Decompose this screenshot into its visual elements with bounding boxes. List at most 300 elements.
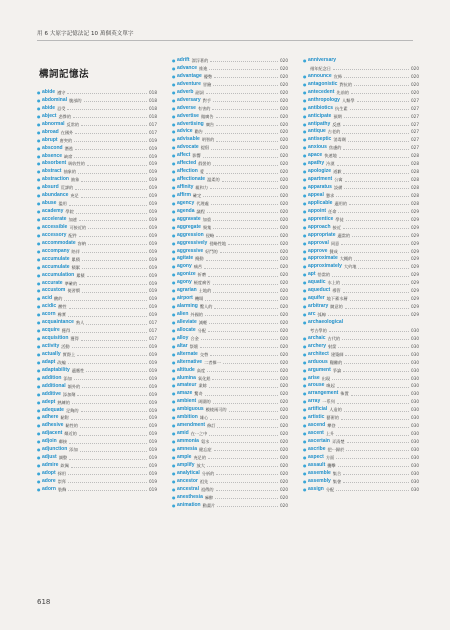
index-entry bbox=[172, 160, 288, 168]
index-entry bbox=[303, 486, 419, 494]
entry-page: 020 bbox=[280, 367, 288, 373]
entry-page: 019 bbox=[149, 177, 157, 183]
leader-dots bbox=[68, 316, 147, 317]
leader-dots bbox=[216, 141, 278, 142]
entry-word: ambiguous bbox=[177, 406, 204, 413]
entry-page: 019 bbox=[149, 312, 157, 318]
bullet-icon: ● bbox=[37, 137, 41, 143]
entry-page: 020 bbox=[280, 391, 288, 397]
entry-page: 030 bbox=[411, 391, 419, 397]
entry-page: 017 bbox=[149, 129, 157, 135]
bullet-icon: ● bbox=[303, 185, 307, 190]
entry-meaning: 氧化鋁 bbox=[197, 375, 211, 381]
entry-word: amid bbox=[177, 430, 189, 437]
entry-meaning: 任命 bbox=[328, 208, 337, 214]
bullet-icon: ● bbox=[303, 113, 307, 119]
index-entry bbox=[37, 414, 157, 422]
bullet-icon: ● bbox=[303, 153, 307, 159]
index-entry bbox=[172, 406, 288, 414]
entry-meaning: 陪伴 bbox=[71, 248, 80, 254]
entry-page: 019 bbox=[149, 431, 157, 437]
entry-page: 019 bbox=[149, 145, 157, 151]
entry-word: arouse bbox=[308, 382, 325, 389]
entry-meaning: 好鬥的 bbox=[205, 248, 218, 254]
entry-page: 027 bbox=[411, 105, 419, 111]
bullet-icon: ● bbox=[303, 375, 307, 381]
entry-word: antecedent bbox=[308, 88, 335, 95]
entry-word: actually bbox=[42, 350, 61, 357]
entry-meaning: 在⋯之中 bbox=[190, 431, 208, 437]
entry-word: alleviate bbox=[177, 318, 197, 325]
index-entry bbox=[37, 224, 157, 232]
entry-word: accumulate bbox=[42, 255, 70, 262]
index-entry bbox=[172, 200, 288, 208]
entry-word: ascend bbox=[308, 422, 326, 429]
index-entry bbox=[172, 335, 288, 343]
index-entry bbox=[172, 494, 288, 502]
entry-page: 019 bbox=[149, 407, 157, 413]
entry-page: 019 bbox=[149, 240, 157, 246]
entry-page: 020 bbox=[280, 65, 288, 71]
leader-dots bbox=[222, 181, 278, 182]
leader-dots bbox=[68, 490, 147, 491]
entry-meaning: 恰當的 bbox=[317, 272, 331, 278]
entry-meaning: 抽象的 bbox=[63, 169, 77, 175]
entry-page: 020 bbox=[280, 415, 288, 421]
index-entry bbox=[37, 383, 157, 391]
leader-dots bbox=[343, 371, 409, 372]
entry-word: anesthesia bbox=[177, 493, 203, 500]
index-entry bbox=[37, 280, 157, 288]
entry-meaning: 預期 bbox=[333, 113, 342, 119]
entry-meaning: 設備 bbox=[333, 185, 343, 190]
entry-word: advance bbox=[177, 64, 198, 71]
entry-list-3 bbox=[303, 57, 419, 494]
entry-word: accessory bbox=[42, 231, 67, 238]
entry-page: 020 bbox=[280, 502, 288, 508]
entry-page: 019 bbox=[149, 391, 157, 397]
entry-page: 020 bbox=[280, 494, 288, 500]
entry-word: antiseptic bbox=[308, 136, 332, 143]
entry-page: 020 bbox=[280, 185, 288, 190]
entry-meaning: 考古學的 bbox=[310, 327, 327, 333]
leader-dots bbox=[212, 379, 278, 380]
entry-word: archaic bbox=[308, 334, 326, 341]
leader-dots bbox=[345, 308, 409, 309]
leader-dots bbox=[338, 212, 409, 213]
index-entry bbox=[172, 430, 288, 438]
entry-meaning: 提倡 bbox=[200, 145, 210, 151]
entry-meaning: 推進 bbox=[199, 65, 208, 71]
entry-word: adverb bbox=[177, 88, 194, 95]
entry-word: acidic bbox=[42, 303, 57, 310]
entry-word: appoint bbox=[308, 207, 327, 214]
entry-page: 020 bbox=[280, 486, 288, 492]
bullet-icon: ● bbox=[303, 240, 307, 246]
entry-meaning: 侵略性地 bbox=[209, 240, 227, 246]
entry-word: adhere bbox=[42, 414, 59, 421]
bullet-icon: ● bbox=[172, 335, 176, 341]
entry-meaning: 悲慘的 bbox=[58, 113, 72, 119]
bullet-icon: ● bbox=[172, 454, 176, 460]
entry-meaning: 上升 bbox=[325, 431, 335, 437]
index-entry bbox=[172, 144, 288, 152]
entry-page: 029 bbox=[411, 312, 419, 317]
entry-word: archaeological bbox=[308, 318, 344, 325]
index-entry bbox=[172, 462, 288, 470]
leader-dots bbox=[74, 141, 147, 142]
entry-page: 020 bbox=[280, 288, 288, 294]
entry-meaning: 欽佩 bbox=[60, 463, 69, 469]
entry-page: 029 bbox=[411, 288, 419, 294]
entry-word: altar bbox=[177, 342, 188, 349]
leader-dots bbox=[329, 331, 409, 332]
entry-word: artistic bbox=[308, 414, 325, 421]
entry-page: 020 bbox=[280, 161, 288, 167]
leader-dots bbox=[75, 133, 147, 134]
entry-word: accommodate bbox=[42, 239, 76, 246]
entry-word: adorn bbox=[42, 485, 56, 492]
entry-meaning: 人造的 bbox=[329, 407, 342, 413]
entry-word: analytical bbox=[177, 469, 200, 476]
entry-word: aquatic bbox=[308, 279, 326, 286]
bullet-icon: ● bbox=[303, 272, 307, 278]
leader-dots bbox=[84, 101, 147, 102]
entry-word: adjunction bbox=[42, 446, 68, 453]
entry-word: abide bbox=[42, 89, 56, 95]
index-entry bbox=[303, 303, 419, 311]
index-entry bbox=[303, 152, 419, 160]
index-entry bbox=[172, 367, 288, 375]
index-entry bbox=[303, 128, 419, 136]
index-entry bbox=[172, 327, 288, 335]
index-entry bbox=[303, 232, 419, 240]
leader-dots bbox=[80, 427, 147, 428]
bullet-icon: ● bbox=[303, 169, 307, 175]
entry-meaning: 改編 bbox=[57, 359, 66, 365]
bullet-icon: ● bbox=[172, 391, 176, 397]
entry-page: 029 bbox=[411, 240, 419, 246]
index-column-1 bbox=[37, 57, 157, 494]
entry-word: ascertain bbox=[308, 438, 330, 444]
entry-page: 028 bbox=[411, 161, 419, 167]
bullet-icon: ● bbox=[303, 208, 307, 214]
entry-word: adjoin bbox=[42, 438, 57, 445]
index-entry bbox=[37, 399, 157, 407]
index-entry bbox=[303, 359, 419, 367]
leader-dots bbox=[82, 268, 147, 269]
index-entry bbox=[303, 367, 419, 375]
entry-page: 029 bbox=[411, 256, 419, 262]
entry-page: 019 bbox=[149, 193, 157, 199]
bullet-icon: ● bbox=[37, 328, 41, 334]
entry-page: 020 bbox=[280, 304, 288, 310]
entry-page: 020 bbox=[280, 296, 288, 302]
index-entry bbox=[303, 319, 419, 327]
entry-page: 020 bbox=[280, 407, 288, 413]
entry-word: additional bbox=[42, 382, 66, 389]
entry-meaning: 健忘症 bbox=[199, 446, 212, 452]
entry-meaning: 弄清楚 bbox=[331, 439, 345, 444]
entry-word: advantage bbox=[177, 72, 202, 79]
bullet-icon: ● bbox=[37, 455, 41, 461]
bullet-icon: ● bbox=[37, 383, 41, 389]
entry-page: 027 bbox=[411, 145, 419, 151]
leader-dots bbox=[79, 236, 147, 237]
index-entry bbox=[37, 97, 157, 105]
leader-dots bbox=[82, 260, 147, 261]
entry-word: adaptability bbox=[42, 366, 70, 373]
leader-dots bbox=[220, 252, 278, 253]
index-entry bbox=[303, 136, 419, 144]
leader-dots bbox=[73, 117, 147, 118]
entry-word: arbitrary bbox=[308, 303, 329, 310]
entry-page: 019 bbox=[149, 367, 157, 373]
entry-page: 019 bbox=[149, 137, 157, 143]
leader-dots bbox=[209, 435, 278, 436]
index-entry bbox=[37, 478, 157, 486]
entry-word: altitude bbox=[177, 366, 195, 373]
entry-word: assign bbox=[308, 485, 324, 492]
leader-dots bbox=[344, 117, 409, 118]
leader-dots bbox=[72, 347, 147, 348]
bullet-icon: ● bbox=[37, 351, 41, 357]
leader-dots bbox=[71, 467, 147, 468]
entry-meaning: 做廣告 bbox=[200, 113, 214, 119]
leader-dots bbox=[332, 379, 409, 380]
entry-word: arc bbox=[308, 311, 316, 317]
leader-dots bbox=[216, 474, 278, 475]
bullet-icon: ● bbox=[172, 208, 176, 214]
entry-word: acquaintance bbox=[42, 319, 74, 326]
bullet-icon: ● bbox=[172, 192, 176, 198]
leader-dots bbox=[332, 276, 409, 277]
leader-dots bbox=[210, 482, 278, 483]
entry-list-1 bbox=[37, 89, 157, 494]
entry-word: abrupt bbox=[42, 136, 58, 143]
entry-word: assault bbox=[308, 461, 326, 468]
entry-page: 019 bbox=[149, 423, 157, 429]
index-entry bbox=[172, 240, 288, 248]
bullet-icon: ● bbox=[172, 272, 176, 278]
entry-meaning: 反常的 bbox=[66, 121, 80, 127]
bullet-icon: ● bbox=[172, 486, 176, 492]
entry-page: 020 bbox=[280, 145, 288, 151]
entry-meaning: 加速 bbox=[68, 217, 77, 222]
leader-dots bbox=[79, 284, 147, 285]
bullet-icon: ● bbox=[37, 113, 41, 119]
entry-page: 019 bbox=[149, 415, 157, 421]
leader-dots bbox=[333, 69, 409, 70]
entry-meaning: 對抗的 bbox=[339, 81, 353, 87]
bullet-icon: ● bbox=[37, 224, 41, 230]
bullet-icon: ● bbox=[303, 288, 307, 294]
entry-meaning: 雄心 bbox=[199, 415, 209, 421]
entry-word: adopt bbox=[42, 470, 56, 476]
index-entry bbox=[303, 160, 419, 168]
index-entry bbox=[172, 248, 288, 256]
entry-meaning: 黏附 bbox=[60, 415, 69, 421]
entry-page: 020 bbox=[280, 129, 288, 135]
bullet-icon: ● bbox=[172, 383, 176, 389]
entry-word: amendment bbox=[177, 422, 206, 429]
leader-dots bbox=[81, 125, 147, 126]
leader-dots bbox=[209, 323, 278, 324]
index-entry bbox=[37, 343, 157, 351]
page-number: 618 bbox=[37, 598, 51, 606]
entry-meaning: 弧線 bbox=[317, 312, 326, 317]
entry-word: ancestral bbox=[177, 485, 199, 492]
entry-word: assembly bbox=[308, 477, 331, 484]
entry-page: 019 bbox=[149, 463, 157, 469]
entry-meaning: 折磨 bbox=[197, 272, 207, 278]
leader-dots bbox=[343, 125, 409, 126]
entry-page: 020 bbox=[411, 73, 419, 79]
bullet-icon: ● bbox=[37, 447, 41, 453]
bullet-icon: ● bbox=[37, 336, 41, 342]
entry-page: 020 bbox=[280, 431, 288, 437]
index-entry bbox=[172, 279, 288, 287]
index-entry bbox=[172, 152, 288, 160]
index-entry bbox=[303, 438, 419, 446]
entry-page: 020 bbox=[280, 169, 288, 175]
entry-page: 029 bbox=[411, 248, 419, 254]
index-entry bbox=[37, 407, 157, 415]
leader-dots bbox=[347, 442, 409, 443]
entry-word: appeal bbox=[308, 191, 324, 198]
bullet-icon: ● bbox=[37, 97, 41, 103]
bullet-icon: ● bbox=[172, 367, 176, 373]
entry-page: 020 bbox=[280, 359, 288, 365]
leader-dots bbox=[200, 347, 278, 348]
entry-page: 030 bbox=[411, 351, 419, 357]
index-entry bbox=[37, 129, 157, 137]
bullet-icon: ● bbox=[37, 201, 41, 207]
index-entry bbox=[303, 478, 419, 486]
bullet-icon: ● bbox=[303, 304, 307, 310]
bullet-icon: ● bbox=[303, 407, 307, 413]
entry-meaning: 添加劑 bbox=[62, 391, 76, 397]
entry-meaning: 放大 bbox=[196, 462, 205, 468]
entry-page: 019 bbox=[149, 256, 157, 262]
bullet-icon: ● bbox=[303, 232, 307, 238]
leader-dots bbox=[207, 371, 278, 372]
bullet-icon: ● bbox=[172, 169, 176, 175]
entry-word: aggregate bbox=[177, 223, 201, 230]
leader-dots bbox=[205, 300, 278, 301]
entry-word: affection bbox=[177, 168, 198, 175]
bullet-icon: ● bbox=[303, 177, 307, 183]
index-entry bbox=[172, 287, 288, 295]
entry-word: accustom bbox=[42, 287, 66, 294]
bullet-icon: ● bbox=[303, 58, 307, 63]
bullet-icon: ● bbox=[37, 169, 41, 175]
leader-dots bbox=[68, 363, 147, 364]
leader-dots bbox=[77, 395, 147, 396]
entry-meaning: 快速地 bbox=[324, 153, 337, 159]
entry-page: 020 bbox=[280, 351, 288, 357]
index-entry bbox=[172, 311, 288, 319]
index-entry bbox=[37, 391, 157, 399]
entry-word: ample bbox=[177, 453, 192, 460]
entry-word: affect bbox=[177, 152, 191, 159]
entry-meaning: 合金 bbox=[190, 335, 199, 341]
leader-dots bbox=[211, 149, 278, 150]
index-entry bbox=[303, 390, 419, 398]
entry-word: antibiotics bbox=[308, 104, 334, 111]
index-entry bbox=[303, 57, 419, 65]
bullet-icon: ● bbox=[37, 399, 41, 405]
entry-word: absence bbox=[42, 152, 63, 159]
entry-meaning: 痛苦 bbox=[193, 264, 203, 270]
bullet-icon: ● bbox=[37, 415, 41, 421]
entry-page: 019 bbox=[149, 201, 157, 207]
bullet-icon: ● bbox=[172, 375, 176, 381]
entry-word: amnesia bbox=[177, 445, 198, 452]
bullet-icon: ● bbox=[303, 415, 307, 421]
index-entry bbox=[172, 502, 288, 510]
entry-word: alternate bbox=[177, 350, 198, 357]
index-entry bbox=[37, 319, 157, 327]
bullet-icon: ● bbox=[172, 359, 176, 365]
entry-page: 019 bbox=[149, 359, 157, 365]
entry-word: amateur bbox=[177, 382, 197, 389]
entry-word: abroad bbox=[42, 128, 59, 135]
entry-word: affirm bbox=[177, 191, 191, 198]
entry-word: acquire bbox=[42, 327, 60, 334]
entry-meaning: 遵守 bbox=[57, 90, 66, 95]
leader-dots bbox=[216, 236, 278, 237]
index-entry bbox=[303, 327, 419, 335]
bullet-icon: ● bbox=[303, 81, 307, 87]
index-entry bbox=[172, 255, 288, 263]
entry-meaning: 周圍的 bbox=[198, 399, 211, 405]
bullet-icon: ● bbox=[172, 439, 176, 444]
entry-word: activity bbox=[42, 343, 60, 349]
entry-page: 029 bbox=[411, 280, 419, 286]
index-entry bbox=[37, 454, 157, 462]
entry-word: approximate bbox=[308, 255, 338, 262]
leader-dots bbox=[345, 355, 409, 356]
bullet-icon: ● bbox=[172, 502, 176, 508]
entry-word: approach bbox=[308, 223, 331, 230]
entry-meaning: 充足的 bbox=[193, 454, 207, 460]
index-entry bbox=[37, 438, 157, 446]
entry-meaning: 溫柔的 bbox=[207, 177, 220, 183]
entry-meaning: 獲得 bbox=[61, 328, 71, 334]
index-entry bbox=[303, 192, 419, 200]
entry-word: absorbent bbox=[42, 160, 67, 167]
entry-word: apt bbox=[308, 271, 316, 278]
entry-word: adversary bbox=[177, 96, 201, 103]
entry-page: 019 bbox=[149, 161, 157, 167]
leader-dots bbox=[337, 387, 409, 388]
leader-dots bbox=[69, 459, 147, 460]
leader-dots bbox=[213, 101, 278, 102]
bullet-icon: ● bbox=[303, 423, 307, 429]
entry-page: 019 bbox=[149, 185, 157, 191]
entry-meaning: 勸告 bbox=[194, 129, 203, 135]
bullet-icon: ● bbox=[172, 65, 176, 71]
entry-page: 019 bbox=[149, 471, 157, 476]
leader-dots bbox=[336, 458, 409, 459]
index-entry bbox=[172, 319, 288, 327]
index-entry bbox=[303, 335, 419, 343]
entry-word: airport bbox=[177, 295, 193, 302]
bullet-icon: ● bbox=[172, 407, 176, 413]
entry-meaning: 爭論 bbox=[332, 367, 342, 373]
bullet-icon: ● bbox=[172, 264, 176, 270]
